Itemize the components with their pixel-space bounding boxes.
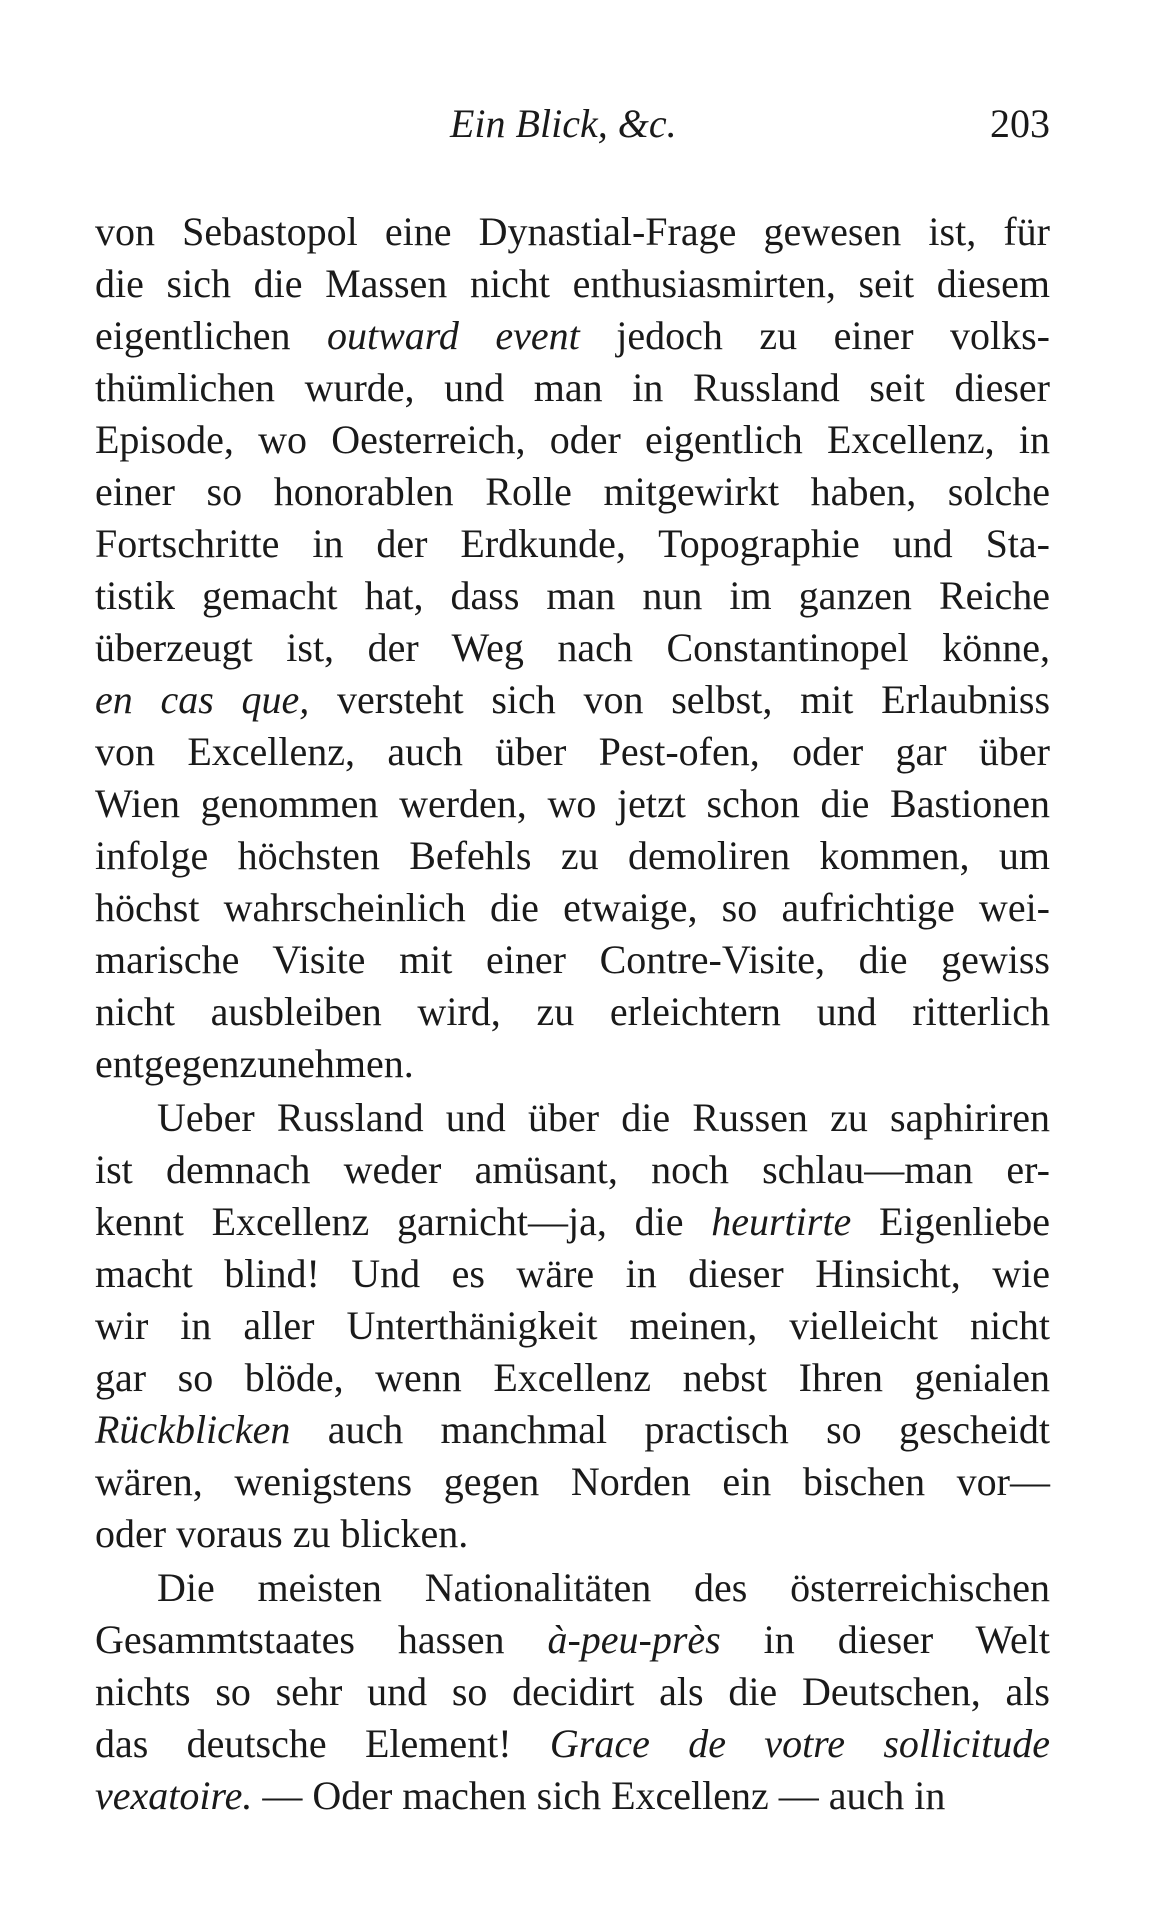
text-segment: Fortschritte in der Erdkunde, Topographie und Sta- — [95, 521, 1050, 566]
text-segment: auch manchmal practisch so gescheidt — [290, 1407, 1050, 1452]
text-line — [95, 466, 1050, 518]
text-segment: entgegenzunehmen. — [95, 1041, 414, 1086]
italic-text: Grace de votre sollicitude — [549, 1721, 1050, 1766]
italic-text: à-peu-près — [547, 1617, 721, 1662]
text-line — [95, 1404, 1050, 1456]
text-segment: nicht ausbleiben wird, zu erleichtern und ritterlich — [95, 989, 1050, 1034]
text-line — [95, 674, 1050, 726]
text-segment: jedoch zu einer volks- — [579, 313, 1051, 358]
body-text — [95, 206, 1050, 1822]
running-title: Ein Blick, &c. — [450, 101, 677, 146]
text-segment: tistik gemacht hat, dass man nun im ganzen Reiche — [95, 573, 1050, 618]
page-header — [95, 100, 1050, 150]
text-line — [95, 726, 1050, 778]
text-segment: kennt Excellenz garnicht—ja, die — [95, 1199, 712, 1244]
text-segment: ist demnach weder amüsant, noch schlau—man er- — [95, 1147, 1050, 1192]
text-line — [95, 986, 1050, 1038]
text-line — [95, 1508, 1050, 1560]
text-line — [95, 414, 1050, 466]
text-segment: — Oder machen sich Excellenz — auch in — [252, 1773, 946, 1818]
text-line — [95, 830, 1050, 882]
text-segment: von Sebastopol eine Dynastial-Frage gewesen ist, für — [95, 209, 1050, 254]
text-segment: thümlichen wurde, und man in Russland seit dieser — [95, 365, 1050, 410]
text-segment: Gesammtstaates hassen — [95, 1617, 548, 1662]
text-segment: infolge höchsten Befehls zu demoliren kommen, um — [95, 833, 1050, 878]
text-line — [95, 1770, 1050, 1822]
text-line — [95, 622, 1050, 674]
paragraph — [95, 1092, 1050, 1560]
text-line — [95, 1456, 1050, 1508]
text-line — [95, 934, 1050, 986]
italic-text: en cas que, — [95, 677, 310, 722]
text-segment: oder voraus zu blicken. — [95, 1511, 469, 1556]
text-segment: macht blind! Und es wäre in dieser Hinsicht, wie — [95, 1251, 1050, 1296]
text-line — [95, 1196, 1050, 1248]
text-line — [95, 1718, 1050, 1770]
text-segment: marische Visite mit einer Contre-Visite, die gewiss — [95, 937, 1050, 982]
text-line — [95, 1144, 1050, 1196]
text-line — [95, 570, 1050, 622]
text-line — [95, 258, 1050, 310]
paragraph — [95, 206, 1050, 1090]
text-segment: höchst wahrscheinlich die etwaige, so aufrichtige wei- — [95, 885, 1050, 930]
text-segment: überzeugt ist, der Weg nach Constantinopel könne, — [95, 625, 1050, 670]
text-segment: versteht sich von selbst, mit Erlaubniss — [309, 677, 1051, 722]
italic-text: outward event — [326, 313, 580, 358]
text-line — [95, 310, 1050, 362]
text-line — [95, 518, 1050, 570]
text-segment: wir in aller Unterthänigkeit meinen, vielleicht nicht — [95, 1303, 1050, 1348]
text-line — [95, 1038, 1050, 1090]
text-segment: Ueber Russland und über die Russen zu saphiriren — [157, 1095, 1050, 1140]
italic-text: Rückblicken — [95, 1407, 291, 1452]
text-segment: von Excellenz, auch über Pest-ofen, oder gar über — [95, 729, 1050, 774]
text-line — [95, 778, 1050, 830]
text-segment: nichts so sehr und so decidirt als die Deutschen, als — [95, 1669, 1050, 1714]
text-segment: in dieser Welt — [720, 1617, 1050, 1662]
text-segment: eigentlichen — [95, 313, 327, 358]
text-line — [95, 1666, 1050, 1718]
text-line — [95, 1092, 1050, 1144]
text-line — [95, 1300, 1050, 1352]
text-segment: gar so blöde, wenn Excellenz nebst Ihren genialen — [95, 1355, 1050, 1400]
text-segment: wären, wenigstens gegen Norden ein bischen vor— — [95, 1459, 1050, 1504]
text-segment: Wien genommen werden, wo jetzt schon die Bastionen — [95, 781, 1050, 826]
text-segment: das deutsche Element! — [95, 1721, 550, 1766]
text-segment: Eigenliebe — [851, 1199, 1050, 1244]
text-segment: die sich die Massen nicht enthusiasmirten, seit diesem — [95, 261, 1050, 306]
text-line — [95, 206, 1050, 258]
text-segment: Episode, wo Oesterreich, oder eigentlich Excellenz, in — [95, 417, 1050, 462]
text-line — [95, 1562, 1050, 1614]
text-line — [95, 882, 1050, 934]
italic-text: heurtirte — [711, 1199, 852, 1244]
text-line — [95, 362, 1050, 414]
paragraph — [95, 1562, 1050, 1822]
text-line — [95, 1352, 1050, 1404]
text-segment: Die meisten Nationalitäten des österreichischen — [157, 1565, 1050, 1610]
page-number: 203 — [990, 101, 1050, 146]
text-line — [95, 1248, 1050, 1300]
text-segment: einer so honorablen Rolle mitgewirkt haben, solche — [95, 469, 1050, 514]
italic-text: vexatoire. — [95, 1773, 253, 1818]
text-line — [95, 1614, 1050, 1666]
